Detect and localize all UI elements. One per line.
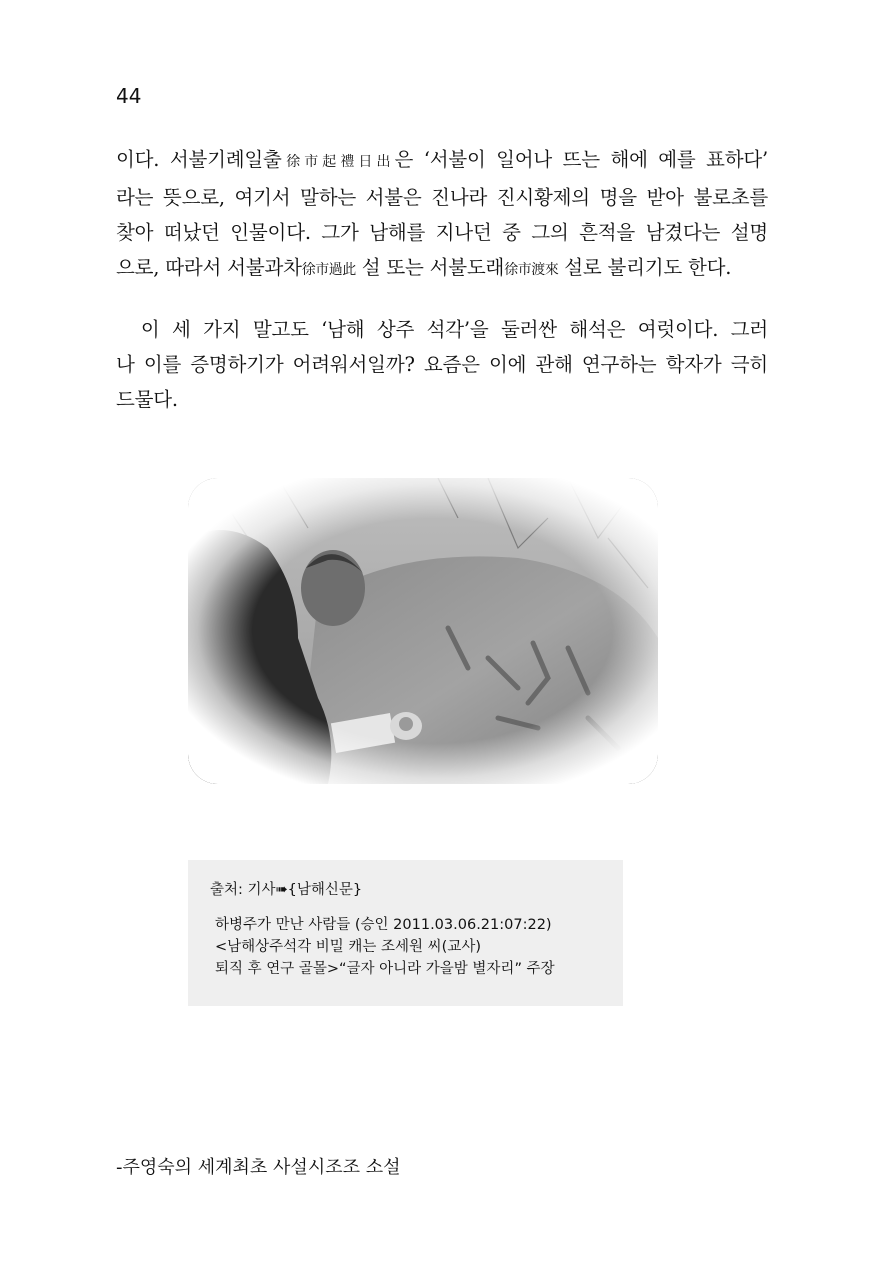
source-line: 퇴직 후 연구 골몰>“글자 아니라 가을밤 별자리” 주장 xyxy=(215,961,555,977)
text-line xyxy=(116,142,768,180)
text-line: 드물다. xyxy=(116,388,178,411)
photo-stone-inscription xyxy=(188,478,658,784)
source-line: 하병주가 만난 사람들 (승인 2011.03.06.21:07:22) xyxy=(215,917,552,933)
page-number: 44 xyxy=(116,84,142,108)
source-details xyxy=(215,914,555,980)
text-span: 이다. 서불기례일출 xyxy=(116,148,282,171)
hanja-annotation: 徐市起禮日出 xyxy=(281,154,395,170)
text-line: 나 이를 증명하기가 어려워서일까? 요즘은 이에 관해 연구하는 학자가 극히 xyxy=(116,353,768,376)
text-span: 은 ‘서불이 일어나 뜨는 해에 예를 표하다’ xyxy=(394,148,768,171)
text-span: 설로 불리기도 한다. xyxy=(558,256,732,279)
text-line: 이 세 가지 말고도 ‘남해 상주 석각’을 둘러싼 해석은 여럿이다. 그러 xyxy=(116,318,768,341)
footer-attribution: -주영숙의 세계최초 사설시조조 소설 xyxy=(116,1157,401,1178)
body-paragraph-2 xyxy=(116,312,768,417)
source-line: <남해상주석각 비밀 캐는 조세원 씨(교사) xyxy=(215,939,482,955)
photo-illustration xyxy=(188,478,658,784)
text-span: 으로, 따라서 서불과차 xyxy=(116,256,302,279)
hanja-annotation: 徐市過此 xyxy=(301,262,356,278)
body-paragraph-1 xyxy=(116,142,768,288)
text-line: 라는 뜻으로, 여기서 말하는 서불은 진나라 진시황제의 명을 받아 불로초를 xyxy=(116,186,768,209)
source-citation-box xyxy=(188,860,623,1006)
text-line: 찾아 떠났던 인물이다. 그가 남해를 지나던 중 그의 흔적을 남겼다는 설명 xyxy=(116,221,768,244)
hanja-annotation: 徐市渡來 xyxy=(504,262,559,278)
source-label: 출처: 기사➠{남해신문} xyxy=(210,882,363,898)
text-line xyxy=(116,250,768,288)
text-span: 설 또는 서불도래 xyxy=(355,256,505,279)
